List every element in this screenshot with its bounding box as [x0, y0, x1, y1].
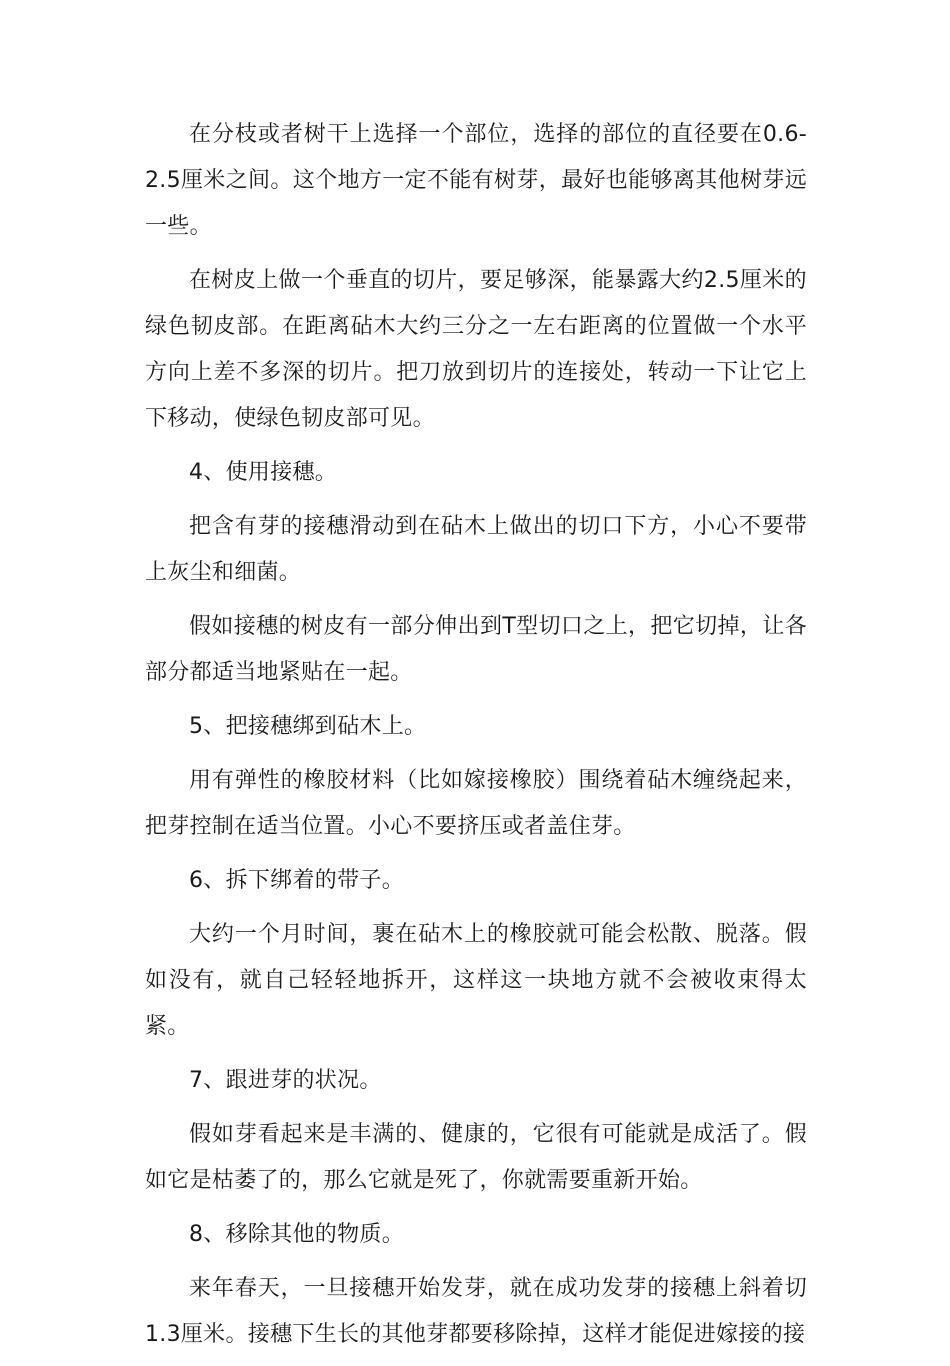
- step-heading-4: 4、使用接穗。: [189, 460, 338, 485]
- step-heading-5: 5、把接穗绑到砧木上。: [189, 714, 427, 739]
- document-body: [145, 112, 807, 1366]
- paragraph-wrap-rubber: 用有弹性的橡胶材料（比如嫁接橡胶）围绕着砧木缠绕起来，把芽控制在适当位置。小心不要挤压或者盖住芽。: [145, 768, 807, 839]
- paragraph-trim-bark: 假如接穗的树皮有一部分伸出到T型切口之上，把它切掉，让各部分都适当地紧贴在一起。: [145, 614, 807, 685]
- step-heading-6: 6、拆下绑着的带子。: [189, 868, 404, 893]
- paragraph-remove-band: 大约一个月时间，裹在砧木上的橡胶就可能会松散、脱落。假如没有，就自己轻轻地拆开，这样这一块地方就不会被收束得太紧。: [145, 922, 807, 1039]
- paragraph-next-spring: 来年春天，一旦接穗开始发芽，就在成功发芽的接穗上斜着切1.3厘米。接穗下生长的其他芽都要移除掉，这样才能促进嫁接的接: [145, 1276, 807, 1347]
- paragraph-select-site: 在分枝或者树干上选择一个部位，选择的部位的直径要在0.6-2.5厘米之间。这个地方一定不能有树芽，最好也能够离其他树芽远一些。: [145, 122, 807, 239]
- paragraph-check-bud: 假如芽看起来是丰满的、健康的，它很有可能就是成活了。假如它是枯萎了的，那么它就是死了，你就需要重新开始。: [145, 1122, 807, 1193]
- step-heading-8: 8、移除其他的物质。: [189, 1222, 404, 1247]
- paragraph-slide-scion: 把含有芽的接穗滑动到在砧木上做出的切口下方，小心不要带上灰尘和细菌。: [145, 514, 807, 585]
- paragraph-vertical-cut: 在树皮上做一个垂直的切片，要足够深，能暴露大约2.5厘米的绿色韧皮部。在距离砧木大约三分之一左右距离的位置做一个水平方向上差不多深的切片。把刀放到切片的连接处，转动一下让它上下移动，使绿色韧皮部可见。: [145, 268, 807, 431]
- step-heading-7: 7、跟进芽的状况。: [189, 1068, 382, 1093]
